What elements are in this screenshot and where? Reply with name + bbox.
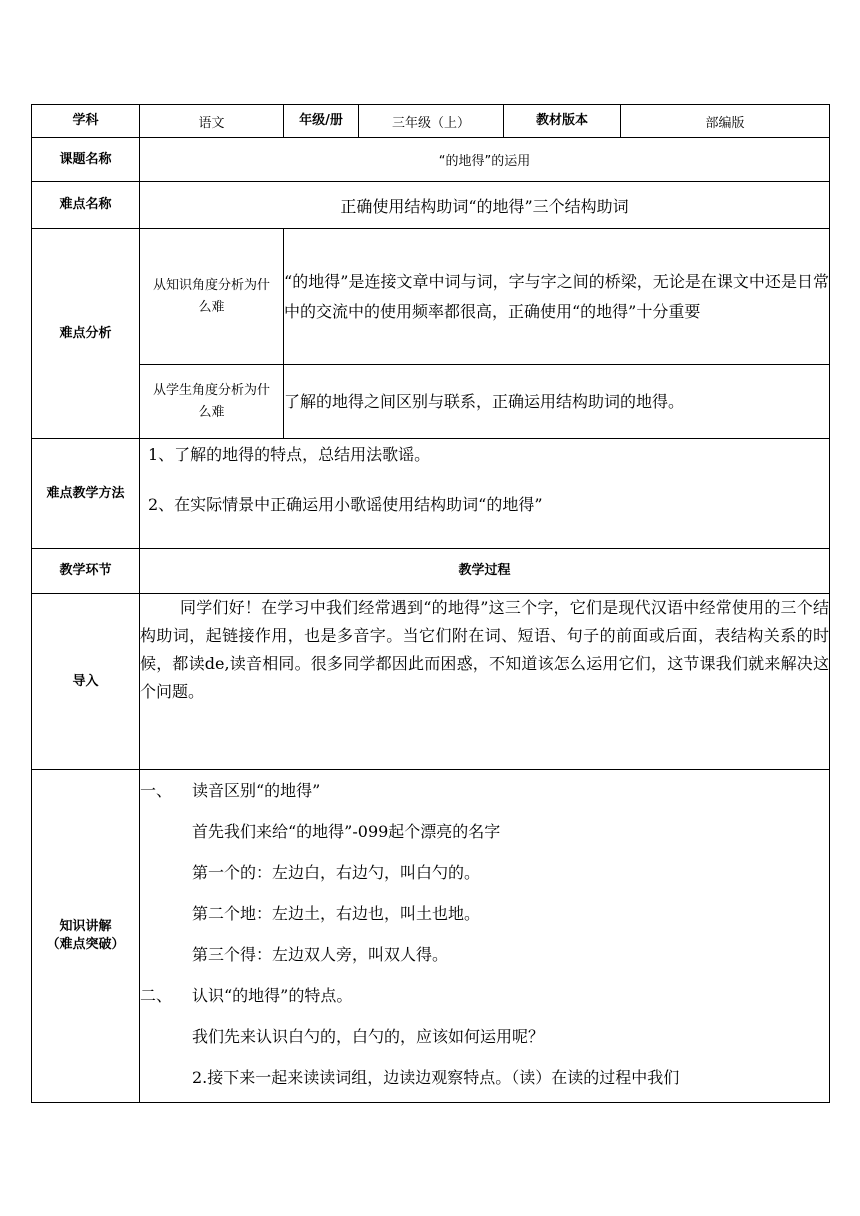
method-item-2: 2、在实际情景中正确运用小歌谣使用结构助词“的地得” — [148, 495, 543, 514]
intro-row — [32, 594, 830, 770]
section-1-number: 一、 — [140, 781, 173, 800]
student-angle-label: 从学生角度分析为什么难 — [140, 365, 284, 439]
topic-row — [32, 138, 830, 182]
subject-value: 语文 — [140, 105, 284, 138]
knowledge-line-3: 第二个地：左边土，右边也，叫土也地。 — [192, 904, 481, 923]
grade-value: 三年级（上） — [359, 105, 504, 138]
section-2-number: 二、 — [140, 986, 173, 1005]
knowledge-label-line1: 知识讲解 — [59, 919, 112, 934]
topic-value: “的地得”的运用 — [140, 138, 830, 182]
section-2-title: 认识“的地得”的特点。 — [192, 986, 353, 1005]
section-1 — [140, 770, 829, 811]
analysis-knowledge-row — [32, 229, 830, 365]
analysis-student-row — [32, 365, 830, 439]
intro-label: 导入 — [32, 594, 140, 770]
knowledge-label-line2: （难点突破） — [46, 937, 125, 952]
knowledge-content — [140, 770, 830, 1103]
knowledge-angle-text: “的地得”是连接文章中词与词，字与字之间的桥梁，无论是在课文中还是日常中的交流中的使用频率都很高，正确使用“的地得”十分重要 — [284, 229, 830, 365]
process-label: 教学过程 — [140, 549, 830, 594]
stage-label: 教学环节 — [32, 549, 140, 594]
knowledge-label — [32, 770, 140, 1103]
knowledge-line-1: 首先我们来给“的地得”-099起个漂亮的名字 — [192, 822, 501, 841]
analysis-label: 难点分析 — [32, 229, 140, 439]
lesson-plan-table — [31, 104, 830, 1103]
method-item-1: 1、了解的地得的特点，总结用法歌谣。 — [148, 445, 431, 464]
method-label: 难点教学方法 — [32, 439, 140, 549]
stage-header-row — [32, 549, 830, 594]
student-angle-text: 了解的地得之间区别与联系，正确运用结构助词的地得。 — [284, 365, 830, 439]
subject-label: 学科 — [32, 105, 140, 138]
difficulty-value: 正确使用结构助词“的地得”三个结构助词 — [140, 182, 830, 229]
info-row — [32, 105, 830, 138]
knowledge-line-5: 我们先来认识白勺的，白勺的，应该如何运用呢？ — [192, 1027, 545, 1046]
intro-text: 同学们好！在学习中我们经常遇到“的地得”这三个字，它们是现代汉语中经常使用的三个结构助词，起链接作用，也是多音字。当它们附在词、短语、句子的前面或后面，表结构关系的时候，都读de,读音相同。很多同学都因此而困惑，不知道该怎么运用它们，这节课我们就来解决这个问题。 — [140, 594, 830, 770]
difficulty-label: 难点名称 — [32, 182, 140, 229]
knowledge-line-6: 2.接下来一起来读读词组，边读边观察特点。（读）在读的过程中我们 — [192, 1068, 680, 1087]
knowledge-angle-label: 从知识角度分析为什么难 — [140, 229, 284, 365]
edition-value: 部编版 — [621, 105, 830, 138]
section-2 — [140, 975, 829, 1016]
section-1-title: 读音区别“的地得” — [192, 781, 321, 800]
method-content — [140, 439, 830, 549]
grade-label: 年级/册 — [284, 105, 359, 138]
knowledge-line-2: 第一个的：左边白，右边勺，叫白勺的。 — [192, 863, 481, 882]
difficulty-row — [32, 182, 830, 229]
edition-label: 教材版本 — [504, 105, 621, 138]
knowledge-line-4: 第三个得：左边双人旁，叫双人得。 — [192, 945, 449, 964]
topic-label: 课题名称 — [32, 138, 140, 182]
method-row — [32, 439, 830, 549]
knowledge-row — [32, 770, 830, 1103]
